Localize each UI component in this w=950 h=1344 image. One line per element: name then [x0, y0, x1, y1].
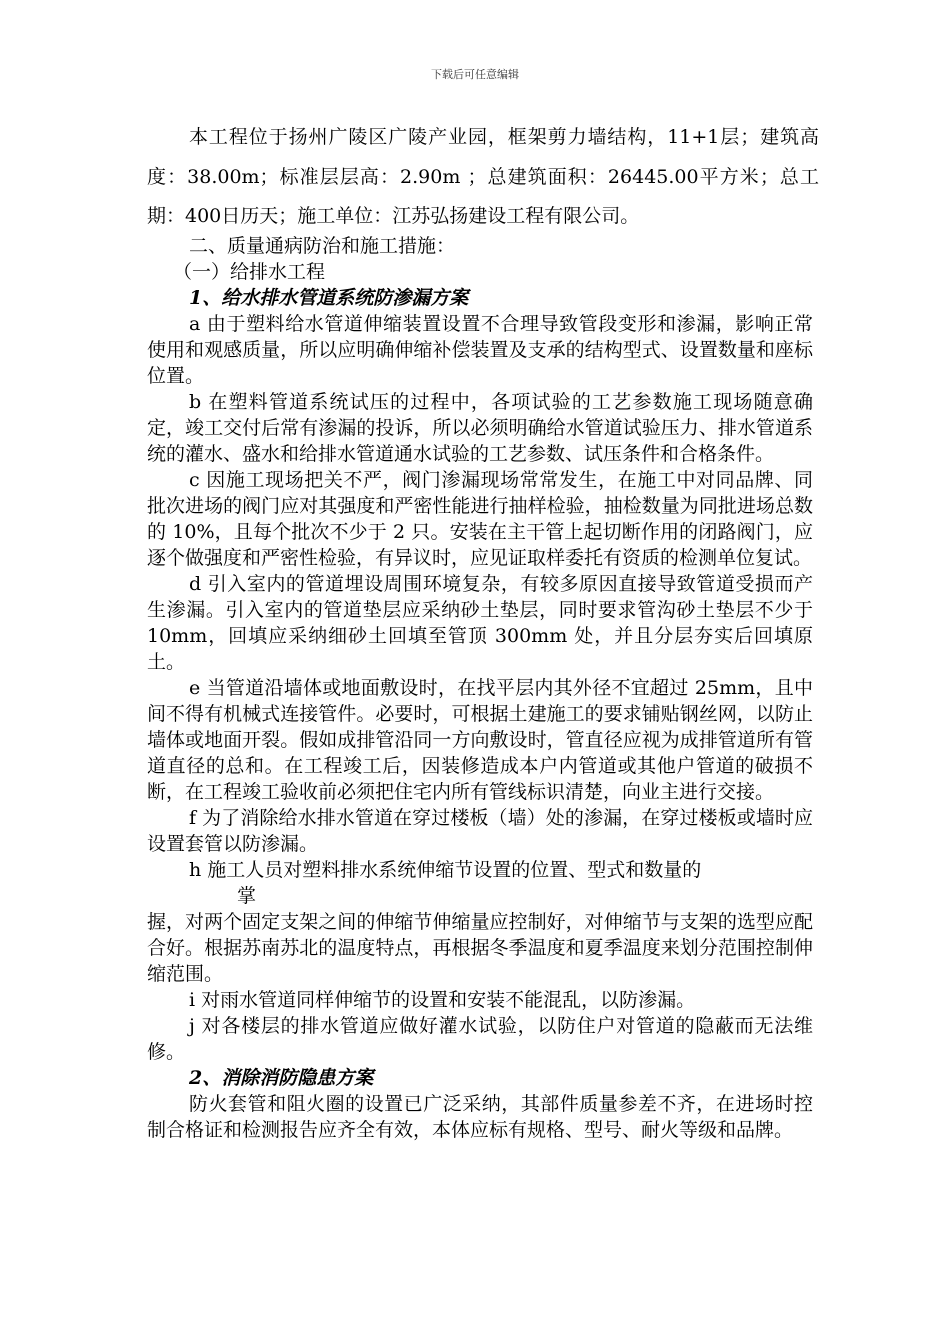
section-title: 二、质量通病防治和施工措施：	[189, 235, 456, 257]
paragraph-h-wrapped-char: 掌	[237, 885, 257, 907]
subsection-title: （一）给排水工程	[173, 261, 326, 283]
paragraph-e: e 当管道沿墙体或地面敷设时，在找平层内其外径不宜超过 25mm，且中间不得有机械式连接管件。必要时，可根据土建施工的要求铺贴钢丝网，以防止墙体或地面开裂。假如成排管沿同一方向敷设时，管直径应视为成排管道所有管道直径的总和。在工程竣工后，因装修造成本户内管道或其他户管道的破损不断，在工程竣工验收前必须把住宅内所有管线标识清楚，向业主进行交接。	[147, 677, 813, 803]
paragraph-j: j 对各楼层的排水管道应做好灌水试验，以防住户对管道的隐蔽而无法维修。	[147, 1015, 813, 1063]
paragraph-c: c 因施工现场把关不严，阀门渗漏现场常常发生，在施工中对同品牌、同批次进场的阀门应对其强度和严密性能进行抽样检验，抽检数量为同批进场总数的 10%，且每个批次不少于 2 只。安装在主干管上起切断作用的闭路阀门，应逐个做强度和严密性检验，有异议时，应见证取样委托有资质的检测单位复试。	[147, 469, 813, 569]
page-header: 下载后可任意编辑	[431, 68, 519, 81]
paragraph-h-continued: 握，对两个固定支架之间的伸缩节伸缩量应控制好，对伸缩节与支架的选型应配合好。根据苏南苏北的温度特点，再根据冬季温度和夏季温度来划分范围控制伸缩范围。	[147, 911, 813, 985]
paragraph-a: a 由于塑料给水管道伸缩装置设置不合理导致管段变形和渗漏，影响正常使用和观感质量，所以应明确伸缩补偿装置及支承的结构型式、设置数量和座标位置。	[147, 313, 813, 387]
paragraph-h-first-line: h 施工人员对塑料排水系统伸缩节设置的位置、型式和数量的	[189, 859, 702, 881]
document-body	[147, 233, 813, 1143]
heading-drainage-leakage: 1、给水排水管道系统防渗漏方案	[189, 287, 469, 309]
heading-fire-hazard: 2、消除消防隐患方案	[189, 1067, 374, 1089]
project-overview-paragraph: 本工程位于扬州广陵区广陵产业园，框架剪力墙结构，11+1层；建筑高度：38.00m；标准层层高：2.90m ；总建筑面积：26445.00平方米；总工期：400日历天；施工单位：江苏弘扬建设工程有限公司。	[147, 126, 819, 227]
paragraph-i: i 对雨水管道同样伸缩节的设置和安装不能混乱，以防渗漏。	[189, 989, 696, 1011]
paragraph-d: d 引入室内的管道埋设周围环境复杂，有较多原因直接导致管道受损而产生渗漏。引入室内的管道垫层应采纳砂土垫层，同时要求管沟砂土垫层不少于 10mm，回填应采纳细砂土回填至管顶 300mm 处，并且分层夯实后回填原土。	[147, 573, 813, 673]
paragraph-fire-sleeve: 防火套管和阻火圈的设置已广泛采纳，其部件质量参差不齐，在进场时控制合格证和检测报告应齐全有效，本体应标有规格、型号、耐火等级和品牌。	[147, 1093, 813, 1141]
paragraph-f: f 为了消除给水排水管道在穿过楼板（墙）处的渗漏，在穿过楼板或墙时应设置套管以防渗漏。	[147, 807, 813, 855]
paragraph-b: b 在塑料管道系统试压的过程中，各项试验的工艺参数施工现场随意确定，竣工交付后常有渗漏的投诉，所以必须明确给水管道试验压力、排水管道系统的灌水、盛水和给排水管道通水试验的工艺参数、试压条件和合格条件。	[147, 391, 813, 465]
